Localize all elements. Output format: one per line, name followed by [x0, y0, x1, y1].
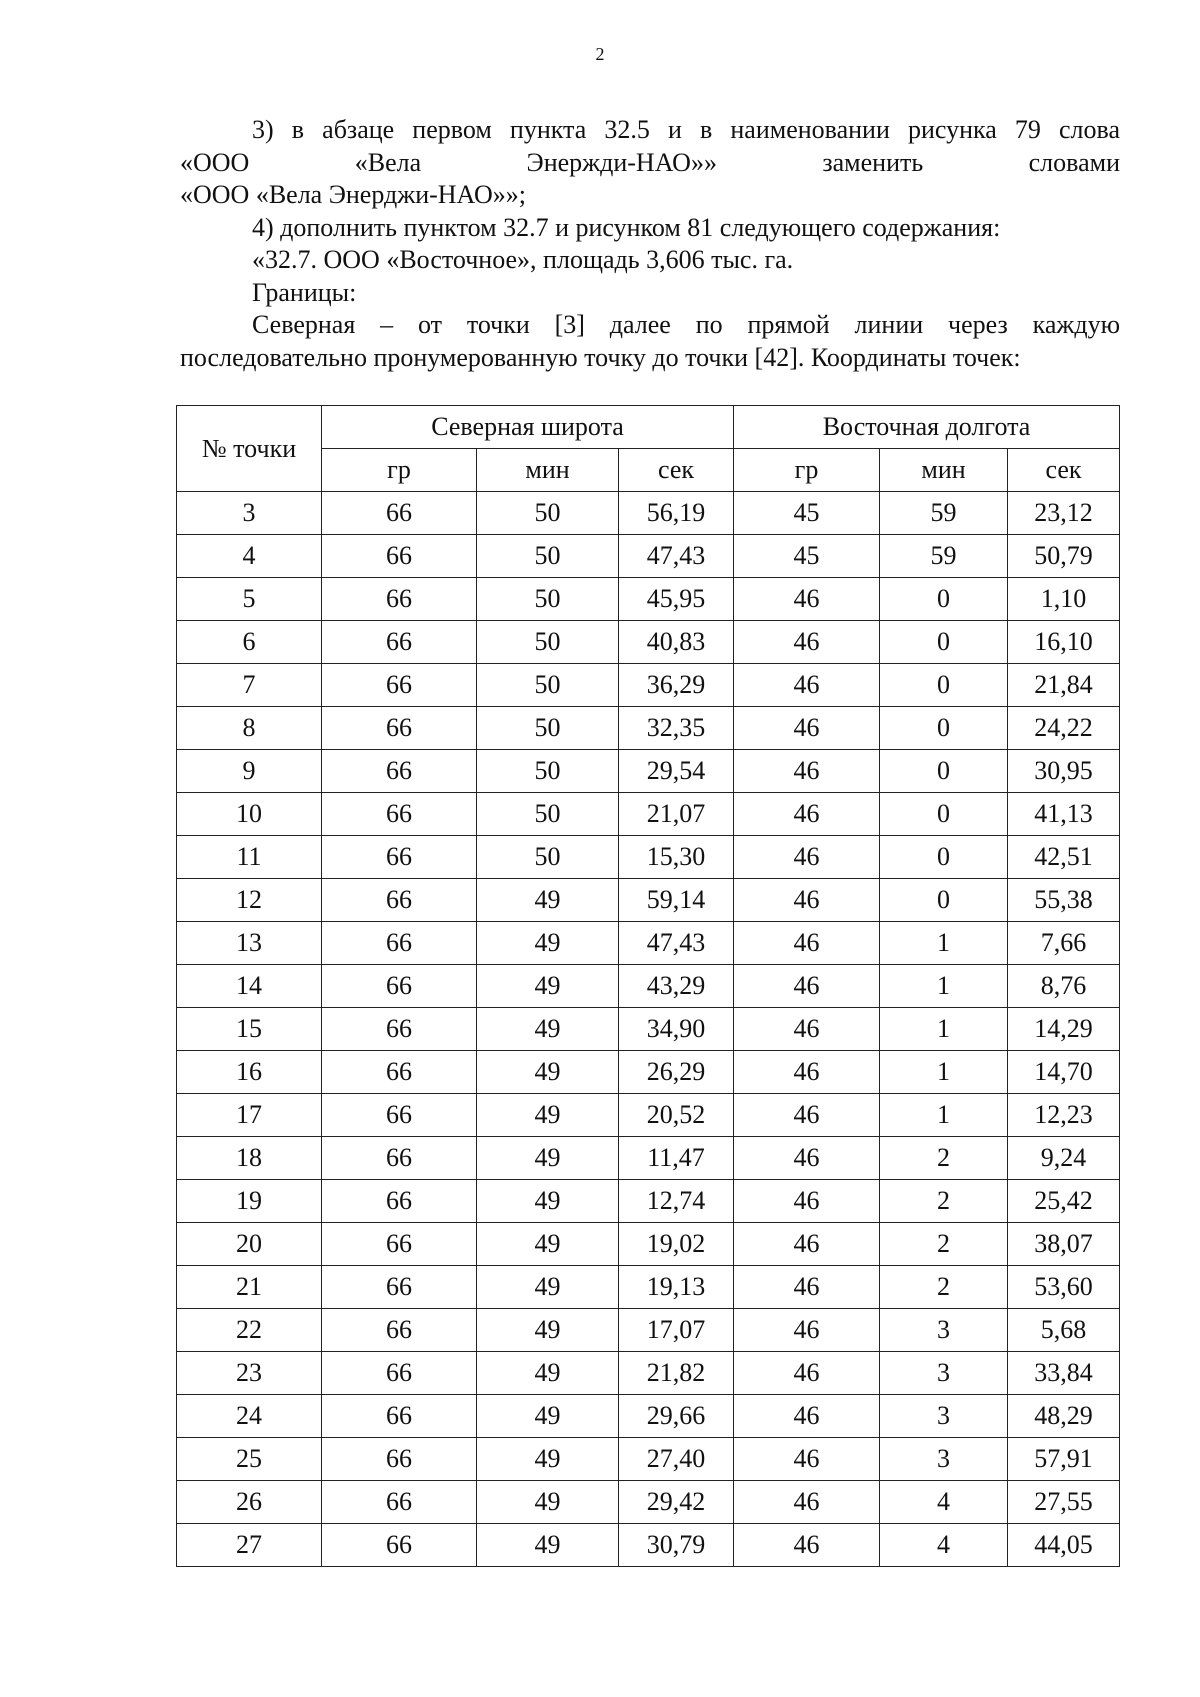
cell-point-number: 14 — [177, 965, 322, 1008]
cell-north-minutes: 50 — [477, 793, 619, 836]
cell-point-number: 6 — [177, 621, 322, 664]
cell-north-degrees: 66 — [322, 750, 477, 793]
cell-point-number: 4 — [177, 535, 322, 578]
cell-east-minutes: 2 — [880, 1137, 1008, 1180]
paragraph-amendment-3-line-1: 3) в абзаце первом пункта 32.5 и в наименовании рисунка 79 слова — [252, 115, 1120, 144]
cell-north-minutes: 49 — [477, 1524, 619, 1567]
cell-east-degrees: 46 — [734, 1309, 880, 1352]
cell-east-degrees: 46 — [734, 836, 880, 879]
cell-north-seconds: 40,83 — [619, 621, 734, 664]
cell-north-seconds: 26,29 — [619, 1051, 734, 1094]
cell-north-minutes: 50 — [477, 492, 619, 535]
cell-north-minutes: 49 — [477, 922, 619, 965]
table-row — [177, 1481, 1120, 1524]
cell-point-number: 5 — [177, 578, 322, 621]
cell-north-degrees: 66 — [322, 836, 477, 879]
cell-north-minutes: 50 — [477, 621, 619, 664]
table-row — [177, 1395, 1120, 1438]
subheader-north-minutes: мин — [477, 449, 619, 492]
cell-north-degrees: 66 — [322, 922, 477, 965]
cell-east-seconds: 16,10 — [1008, 621, 1120, 664]
cell-east-minutes: 2 — [880, 1180, 1008, 1223]
cell-east-minutes: 0 — [880, 879, 1008, 922]
table-row — [177, 1438, 1120, 1481]
cell-point-number: 25 — [177, 1438, 322, 1481]
cell-east-seconds: 55,38 — [1008, 879, 1120, 922]
subheader-east-seconds: сек — [1008, 449, 1120, 492]
cell-north-degrees: 66 — [322, 664, 477, 707]
document-body — [180, 114, 1120, 374]
cell-point-number: 24 — [177, 1395, 322, 1438]
cell-north-degrees: 66 — [322, 535, 477, 578]
table-row — [177, 965, 1120, 1008]
cell-north-minutes: 49 — [477, 1094, 619, 1137]
cell-north-minutes: 49 — [477, 1223, 619, 1266]
cell-east-minutes: 3 — [880, 1352, 1008, 1395]
cell-north-minutes: 49 — [477, 1438, 619, 1481]
cell-north-seconds: 56,19 — [619, 492, 734, 535]
cell-east-seconds: 25,42 — [1008, 1180, 1120, 1223]
cell-east-seconds: 1,10 — [1008, 578, 1120, 621]
cell-north-degrees: 66 — [322, 1309, 477, 1352]
cell-east-seconds: 5,68 — [1008, 1309, 1120, 1352]
cell-north-minutes: 50 — [477, 578, 619, 621]
cell-north-degrees: 66 — [322, 793, 477, 836]
cell-north-minutes: 49 — [477, 1352, 619, 1395]
cell-east-seconds: 12,23 — [1008, 1094, 1120, 1137]
cell-east-degrees: 46 — [734, 664, 880, 707]
cell-north-degrees: 66 — [322, 1180, 477, 1223]
cell-north-seconds: 47,43 — [619, 922, 734, 965]
cell-north-seconds: 29,54 — [619, 750, 734, 793]
cell-east-degrees: 46 — [734, 1223, 880, 1266]
cell-east-minutes: 2 — [880, 1266, 1008, 1309]
paragraph-section-title: «32.7. ООО «Восточное», площадь 3,606 тыс. га. — [252, 245, 794, 274]
cell-point-number: 11 — [177, 836, 322, 879]
cell-east-degrees: 46 — [734, 879, 880, 922]
cell-east-minutes: 0 — [880, 664, 1008, 707]
cell-north-minutes: 50 — [477, 535, 619, 578]
cell-east-minutes: 59 — [880, 492, 1008, 535]
cell-north-seconds: 45,95 — [619, 578, 734, 621]
cell-north-minutes: 49 — [477, 879, 619, 922]
subheader-east-degrees: гр — [734, 449, 880, 492]
cell-east-seconds: 8,76 — [1008, 965, 1120, 1008]
cell-north-degrees: 66 — [322, 1008, 477, 1051]
cell-east-seconds: 38,07 — [1008, 1223, 1120, 1266]
cell-point-number: 22 — [177, 1309, 322, 1352]
cell-north-seconds: 34,90 — [619, 1008, 734, 1051]
page-number: 2 — [595, 44, 605, 64]
table-row — [177, 1180, 1120, 1223]
cell-north-seconds: 11,47 — [619, 1137, 734, 1180]
paragraph-amendment-4: 4) дополнить пунктом 32.7 и рисунком 81 следующего содержания: — [252, 212, 1001, 242]
cell-east-minutes: 1 — [880, 922, 1008, 965]
cell-point-number: 17 — [177, 1094, 322, 1137]
table-row — [177, 707, 1120, 750]
table-row — [177, 492, 1120, 535]
coordinates-table — [176, 405, 1120, 1567]
subheader-east-minutes: мин — [880, 449, 1008, 492]
table-row — [177, 535, 1120, 578]
header-east-longitude: Восточная долгота — [734, 406, 1120, 449]
cell-north-degrees: 66 — [322, 1266, 477, 1309]
table-row — [177, 1266, 1120, 1309]
cell-east-seconds: 53,60 — [1008, 1266, 1120, 1309]
cell-east-degrees: 46 — [734, 621, 880, 664]
cell-point-number: 10 — [177, 793, 322, 836]
cell-north-degrees: 66 — [322, 1395, 477, 1438]
table-row — [177, 750, 1120, 793]
cell-east-seconds: 50,79 — [1008, 535, 1120, 578]
cell-point-number: 20 — [177, 1223, 322, 1266]
cell-north-minutes: 49 — [477, 1137, 619, 1180]
cell-point-number: 13 — [177, 922, 322, 965]
cell-east-degrees: 46 — [734, 578, 880, 621]
cell-east-seconds: 44,05 — [1008, 1524, 1120, 1567]
cell-east-minutes: 0 — [880, 621, 1008, 664]
cell-north-degrees: 66 — [322, 492, 477, 535]
cell-north-seconds: 47,43 — [619, 535, 734, 578]
cell-north-degrees: 66 — [322, 965, 477, 1008]
table-row — [177, 922, 1120, 965]
cell-north-seconds: 21,82 — [619, 1352, 734, 1395]
cell-point-number: 19 — [177, 1180, 322, 1223]
cell-east-degrees: 46 — [734, 1352, 880, 1395]
cell-east-degrees: 46 — [734, 965, 880, 1008]
table-row — [177, 1352, 1120, 1395]
cell-east-degrees: 46 — [734, 1524, 880, 1567]
cell-east-degrees: 46 — [734, 1438, 880, 1481]
cell-north-minutes: 50 — [477, 664, 619, 707]
paragraph-north-border: Северная – от точки [3] далее по прямой линии через каждую последовательно пронумерованную точку до точки [42]. Координаты точек: — [180, 310, 1120, 372]
cell-east-minutes: 59 — [880, 535, 1008, 578]
cell-east-minutes: 3 — [880, 1438, 1008, 1481]
table-row — [177, 836, 1120, 879]
cell-point-number: 18 — [177, 1137, 322, 1180]
cell-north-minutes: 49 — [477, 1180, 619, 1223]
cell-north-minutes: 50 — [477, 707, 619, 750]
cell-north-degrees: 66 — [322, 1352, 477, 1395]
cell-east-minutes: 0 — [880, 578, 1008, 621]
cell-east-seconds: 7,66 — [1008, 922, 1120, 965]
cell-east-minutes: 3 — [880, 1395, 1008, 1438]
cell-east-minutes: 1 — [880, 1051, 1008, 1094]
cell-north-seconds: 32,35 — [619, 707, 734, 750]
cell-point-number: 9 — [177, 750, 322, 793]
table-body — [177, 492, 1120, 1567]
cell-east-minutes: 1 — [880, 965, 1008, 1008]
cell-north-minutes: 49 — [477, 1481, 619, 1524]
cell-north-seconds: 36,29 — [619, 664, 734, 707]
cell-east-degrees: 46 — [734, 1180, 880, 1223]
cell-east-minutes: 0 — [880, 707, 1008, 750]
cell-point-number: 8 — [177, 707, 322, 750]
table-row — [177, 1051, 1120, 1094]
cell-north-seconds: 17,07 — [619, 1309, 734, 1352]
cell-east-degrees: 46 — [734, 1094, 880, 1137]
cell-point-number: 12 — [177, 879, 322, 922]
cell-north-degrees: 66 — [322, 1051, 477, 1094]
cell-north-minutes: 49 — [477, 1395, 619, 1438]
cell-east-degrees: 46 — [734, 707, 880, 750]
cell-east-seconds: 48,29 — [1008, 1395, 1120, 1438]
cell-north-degrees: 66 — [322, 1524, 477, 1567]
cell-north-seconds: 59,14 — [619, 879, 734, 922]
cell-east-minutes: 1 — [880, 1094, 1008, 1137]
table-header — [177, 406, 1120, 492]
paragraph-amendment-3-line-2: «ООО «Вела Энержди-НАО»» заменить словами — [180, 147, 1120, 177]
cell-north-degrees: 66 — [322, 1137, 477, 1180]
cell-east-minutes: 4 — [880, 1481, 1008, 1524]
cell-point-number: 3 — [177, 492, 322, 535]
cell-east-degrees: 46 — [734, 1395, 880, 1438]
cell-east-seconds: 21,84 — [1008, 664, 1120, 707]
cell-east-seconds: 24,22 — [1008, 707, 1120, 750]
table-row — [177, 1309, 1120, 1352]
table-row — [177, 1524, 1120, 1567]
cell-east-degrees: 46 — [734, 1266, 880, 1309]
cell-north-degrees: 66 — [322, 621, 477, 664]
cell-north-seconds: 20,52 — [619, 1094, 734, 1137]
table-row — [177, 1223, 1120, 1266]
cell-east-minutes: 2 — [880, 1223, 1008, 1266]
cell-east-degrees: 45 — [734, 492, 880, 535]
cell-north-seconds: 27,40 — [619, 1438, 734, 1481]
table-row — [177, 1137, 1120, 1180]
cell-east-degrees: 46 — [734, 1481, 880, 1524]
cell-north-seconds: 19,02 — [619, 1223, 734, 1266]
paragraph-amendment-3-line-3: «ООО «Вела Энерджи-НАО»»; — [180, 180, 527, 209]
cell-north-degrees: 66 — [322, 1481, 477, 1524]
cell-north-seconds: 21,07 — [619, 793, 734, 836]
cell-north-degrees: 66 — [322, 1094, 477, 1137]
table-row — [177, 664, 1120, 707]
cell-north-degrees: 66 — [322, 578, 477, 621]
cell-north-seconds: 15,30 — [619, 836, 734, 879]
table-row — [177, 1008, 1120, 1051]
cell-north-seconds: 29,42 — [619, 1481, 734, 1524]
cell-point-number: 16 — [177, 1051, 322, 1094]
table-row — [177, 879, 1120, 922]
table-row — [177, 621, 1120, 664]
table-row — [177, 578, 1120, 621]
cell-north-minutes: 49 — [477, 1051, 619, 1094]
cell-north-degrees: 66 — [322, 1223, 477, 1266]
cell-north-minutes: 50 — [477, 750, 619, 793]
cell-east-seconds: 57,91 — [1008, 1438, 1120, 1481]
cell-east-minutes: 0 — [880, 750, 1008, 793]
cell-east-degrees: 46 — [734, 1008, 880, 1051]
cell-point-number: 21 — [177, 1266, 322, 1309]
cell-east-degrees: 45 — [734, 535, 880, 578]
cell-east-seconds: 42,51 — [1008, 836, 1120, 879]
cell-east-minutes: 4 — [880, 1524, 1008, 1567]
cell-north-minutes: 49 — [477, 1008, 619, 1051]
cell-point-number: 23 — [177, 1352, 322, 1395]
cell-east-minutes: 1 — [880, 1008, 1008, 1051]
cell-east-seconds: 14,29 — [1008, 1008, 1120, 1051]
cell-east-degrees: 46 — [734, 1051, 880, 1094]
header-north-latitude: Северная широта — [322, 406, 734, 449]
cell-north-minutes: 49 — [477, 1266, 619, 1309]
cell-north-degrees: 66 — [322, 707, 477, 750]
cell-north-degrees: 66 — [322, 879, 477, 922]
header-point-number: № точки — [177, 406, 322, 492]
cell-north-degrees: 66 — [322, 1438, 477, 1481]
table-row — [177, 1094, 1120, 1137]
cell-east-minutes: 3 — [880, 1309, 1008, 1352]
cell-north-seconds: 43,29 — [619, 965, 734, 1008]
cell-east-seconds: 23,12 — [1008, 492, 1120, 535]
cell-north-seconds: 29,66 — [619, 1395, 734, 1438]
cell-east-degrees: 46 — [734, 793, 880, 836]
cell-east-minutes: 0 — [880, 836, 1008, 879]
cell-point-number: 7 — [177, 664, 322, 707]
cell-east-seconds: 30,95 — [1008, 750, 1120, 793]
cell-north-minutes: 49 — [477, 1309, 619, 1352]
cell-east-seconds: 33,84 — [1008, 1352, 1120, 1395]
cell-north-minutes: 49 — [477, 965, 619, 1008]
subheader-north-seconds: сек — [619, 449, 734, 492]
cell-east-seconds: 14,70 — [1008, 1051, 1120, 1094]
table-row — [177, 793, 1120, 836]
cell-north-seconds: 12,74 — [619, 1180, 734, 1223]
cell-north-minutes: 50 — [477, 836, 619, 879]
cell-east-seconds: 27,55 — [1008, 1481, 1120, 1524]
cell-point-number: 15 — [177, 1008, 322, 1051]
cell-east-seconds: 9,24 — [1008, 1137, 1120, 1180]
paragraph-borders-heading: Границы: — [252, 277, 357, 307]
cell-east-seconds: 41,13 — [1008, 793, 1120, 836]
cell-east-degrees: 46 — [734, 922, 880, 965]
cell-east-degrees: 46 — [734, 1137, 880, 1180]
cell-point-number: 26 — [177, 1481, 322, 1524]
cell-east-minutes: 0 — [880, 793, 1008, 836]
cell-point-number: 27 — [177, 1524, 322, 1567]
cell-north-seconds: 30,79 — [619, 1524, 734, 1567]
subheader-north-degrees: гр — [322, 449, 477, 492]
cell-north-seconds: 19,13 — [619, 1266, 734, 1309]
cell-east-degrees: 46 — [734, 750, 880, 793]
